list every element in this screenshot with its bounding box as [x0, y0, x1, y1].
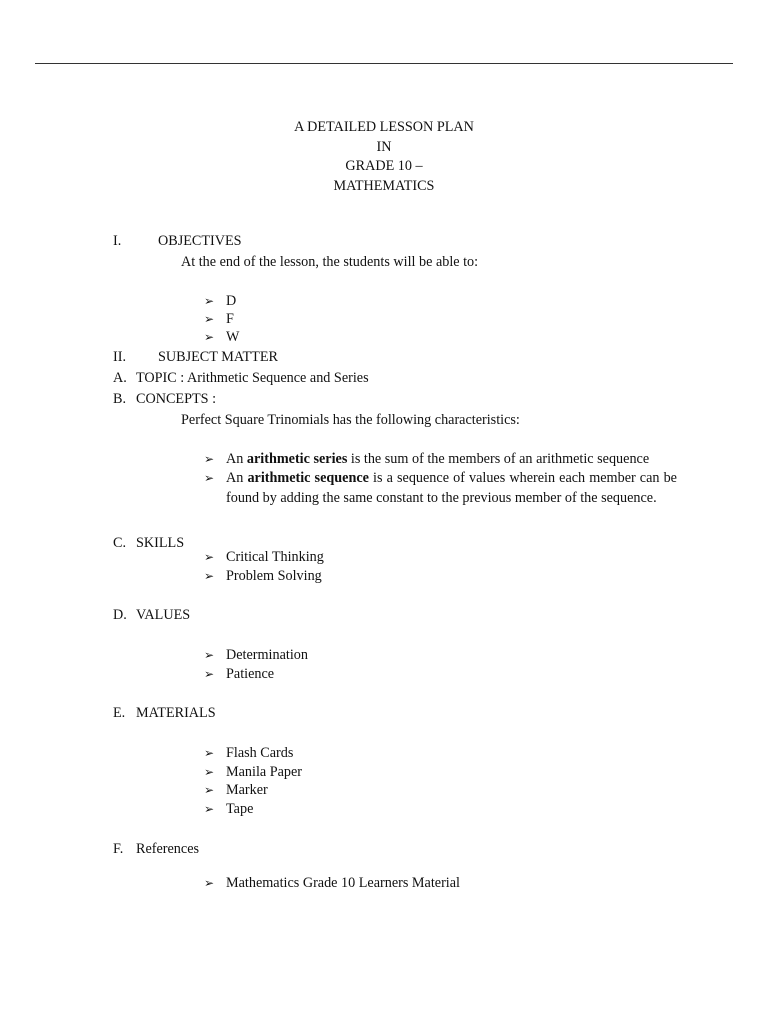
- values-label: VALUES: [136, 607, 191, 623]
- concept-arithmetic-sequence: An arithmetic sequence is a sequence of values wherein each member can be found by adding the same constant to the previous member of the sequence.: [226, 470, 677, 506]
- section-number: II.: [113, 349, 126, 365]
- subsection-letter: A.: [113, 370, 127, 386]
- list-item-text: Critical Thinking: [226, 549, 324, 565]
- topic-label: TOPIC : Arithmetic Sequence and Series: [136, 370, 369, 386]
- list-item-text: Mathematics Grade 10 Learners Material: [226, 875, 460, 891]
- list-item-text: Flash Cards: [226, 745, 294, 761]
- list-item-text: D: [226, 293, 237, 309]
- materials-label: MATERIALS: [136, 705, 216, 721]
- title-line: A DETAILED LESSON PLAN: [294, 119, 474, 135]
- title-line: GRADE 10 –: [345, 158, 423, 175]
- list-item-text: Patience: [226, 666, 275, 682]
- skills-label: SKILLS: [136, 535, 185, 551]
- title-line: IN: [376, 138, 392, 155]
- objectives-intro: At the end of the lesson, the students will be able to:: [181, 254, 479, 270]
- concepts-intro: Perfect Square Trinomials has the following characteristics:: [181, 412, 520, 428]
- subsection-letter: D.: [113, 607, 127, 623]
- bullet-arrow-icon: ➢: [204, 746, 215, 760]
- concepts-label: CONCEPTS :: [136, 391, 217, 407]
- term-arithmetic-sequence: arithmetic sequence: [247, 470, 369, 486]
- bullet-arrow-icon: ➢: [204, 452, 215, 466]
- bullet-arrow-icon: ➢: [204, 330, 215, 344]
- subsection-letter: C.: [113, 535, 127, 551]
- list-item-text: F: [226, 311, 234, 327]
- references-label: References: [136, 841, 200, 857]
- list-item-text: W: [226, 329, 240, 345]
- section-heading-subject-matter: SUBJECT MATTER: [158, 349, 278, 365]
- list-item-text: Tape: [226, 801, 254, 817]
- document-title: [0, 119, 768, 197]
- list-item-text: Marker: [226, 782, 268, 798]
- section-number: I.: [113, 233, 122, 249]
- bullet-arrow-icon: ➢: [204, 550, 215, 564]
- subsection-letter: E.: [113, 705, 126, 721]
- concept-arithmetic-series: An arithmetic series is the sum of the members of an arithmetic sequence: [226, 451, 650, 467]
- bullet-arrow-icon: ➢: [204, 312, 215, 326]
- list-item-text: Determination: [226, 647, 308, 663]
- header-rule: [35, 63, 733, 64]
- term-arithmetic-series: arithmetic series: [246, 451, 348, 467]
- bullet-arrow-icon: ➢: [204, 667, 215, 681]
- bullet-arrow-icon: ➢: [204, 802, 215, 816]
- bullet-arrow-icon: ➢: [204, 569, 215, 583]
- bullet-arrow-icon: ➢: [204, 765, 215, 779]
- subsection-letter: B.: [113, 391, 127, 407]
- section-heading-objectives: OBJECTIVES: [158, 233, 242, 249]
- title-line: MATHEMATICS: [333, 177, 435, 194]
- list-item-text: Problem Solving: [226, 568, 322, 584]
- subsection-letter: F.: [113, 841, 124, 857]
- bullet-arrow-icon: ➢: [204, 294, 215, 308]
- bullet-arrow-icon: ➢: [204, 783, 215, 797]
- bullet-arrow-icon: ➢: [204, 648, 215, 662]
- bullet-arrow-icon: ➢: [204, 876, 215, 890]
- list-item-text: Manila Paper: [226, 764, 303, 780]
- bullet-arrow-icon: ➢: [204, 471, 215, 485]
